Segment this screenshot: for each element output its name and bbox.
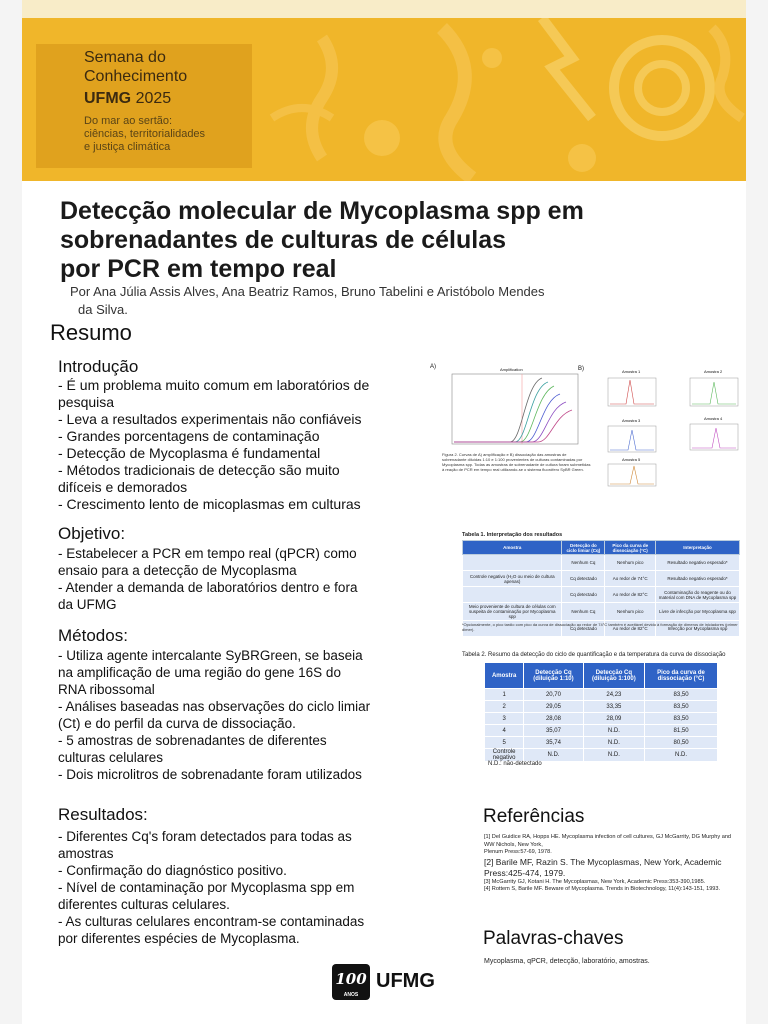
table-cell: Livre de infecção por Mycoplasma spp xyxy=(656,603,740,621)
table-cell: 4 xyxy=(485,725,524,737)
table-cell: Infecção por Mycoplasma spp xyxy=(656,621,740,637)
resultados-item: por diferentes espécies de Mycoplasma. xyxy=(58,931,300,946)
reference-item: [2] Barile MF, Razin S. The Mycoplasmas, New York, Academic Press:425-474, 1979. xyxy=(484,856,722,878)
introducao-item: - Crescimento lento de micoplasmas em culturas xyxy=(58,496,361,512)
event-year: 2025 xyxy=(135,90,172,107)
figure-label-a: A) xyxy=(430,364,436,370)
left-margin xyxy=(0,0,22,1024)
panel-label-1: Amostra 1 xyxy=(622,369,641,374)
referencias-heading: Referências xyxy=(483,806,585,827)
resultados-heading: Resultados: xyxy=(58,805,148,824)
amplification-title: Amplification xyxy=(500,367,523,372)
objetivo-item: ensaio para a detecção de Mycoplasma xyxy=(58,563,297,578)
poster-title xyxy=(60,197,700,284)
table-cell: 29,05 xyxy=(524,701,583,713)
table-cell: N.D. xyxy=(583,725,644,737)
introducao-item: - Métodos tradicionais de detecção são muito xyxy=(58,462,340,478)
introducao-item: - Leva a resultados experimentais não confiáveis xyxy=(58,411,362,427)
table-header-cell: Amostra xyxy=(485,663,524,689)
melt-curve-panels xyxy=(578,366,748,488)
table-cell: Nenhum Cq xyxy=(562,555,605,571)
poster xyxy=(22,0,746,1024)
title-line-1: Detecção molecular de Mycoplasma spp em xyxy=(60,197,584,225)
table-cell: N.D. xyxy=(583,737,644,749)
introducao-item: - Grandes porcentagens de contaminação xyxy=(58,428,320,444)
table-cell: 80,50 xyxy=(645,737,718,749)
resultados-item: - Confirmação do diagnóstico positivo. xyxy=(58,863,287,878)
resultados-item: diferentes culturas celulares. xyxy=(58,897,230,912)
top-strip xyxy=(22,0,746,18)
table-cell: 35,74 xyxy=(524,737,583,749)
table-cell: Controle negativo xyxy=(485,749,524,762)
table-cell: Meio proveniente de cultura de células com suspeita de contaminação por Mycoplasma spp xyxy=(463,603,562,621)
resumo-heading: Resumo xyxy=(50,320,132,345)
introducao-item: difíceis e demorados xyxy=(58,479,188,495)
table-cell: 20,70 xyxy=(524,689,583,701)
table1-row xyxy=(463,555,740,571)
figure-caption: Figura 2. Curvas de A) amplificação e B) dissociação das amostras de sobrenadante diluídas 1:10 e 1:100 provenientes de culturas contaminadas por Mycoplasma spp. Todas as amostras de sobrenadante de cultura foram submetidas à reação de PCR em tempo real utilizando-se o sistema fluorófero SyBR Green. xyxy=(442,452,591,472)
table-cell: 1 xyxy=(485,689,524,701)
table-cell: 33,35 xyxy=(583,701,644,713)
panel-label-4: Amostra 4 xyxy=(704,416,723,421)
resultados-item: - Diferentes Cq's foram detectados para todas as xyxy=(58,829,352,844)
table-cell: Resultado negativo esperado* xyxy=(656,555,740,571)
metodos-list xyxy=(58,647,370,783)
table-cell xyxy=(463,587,562,603)
event-name xyxy=(84,90,171,108)
metodos-item: - 5 amostras de sobrenadantes de diferentes xyxy=(58,733,327,748)
table2-row xyxy=(485,713,718,725)
keywords-text: Mycoplasma, qPCR, detecção, laboratório, amostras. xyxy=(484,958,650,965)
event-title xyxy=(84,48,187,86)
table-cell: Cq detectado xyxy=(562,571,605,587)
table2-row xyxy=(485,701,718,713)
metodos-item: (Ct) e do perfil da curva de dissociação. xyxy=(58,716,296,731)
table-cell xyxy=(463,555,562,571)
table1-row xyxy=(463,603,740,621)
table-cell: 83,50 xyxy=(645,701,718,713)
table2-caption: Tabela 2. Resumo da detecção do ciclo de quantificação e da temperatura da curva de dissociação xyxy=(462,652,726,658)
table-cell: N.D. xyxy=(583,749,644,762)
metodos-item: na amplificação de uma região do gene 16S do xyxy=(58,665,341,680)
table-cell: 35,07 xyxy=(524,725,583,737)
reference-item: [4] Rottem S, Barile MF. Beware of Mycoplasma. Trends in Biotechnology, 11(4):143-151, 1993. xyxy=(484,886,721,892)
authors-line-2: da Silva. xyxy=(78,302,128,317)
reference-item: [3] McGarrity GJ, Kotani H. The Mycoplasmas, New York, Academic Press:353-390,1985. xyxy=(484,878,706,885)
table-cell: Cq detectado xyxy=(562,621,605,637)
ufmg-100-years-mark xyxy=(332,964,370,1000)
table-header-cell: Detecção Cq (diluição 1:100) xyxy=(583,663,644,689)
table-header-cell: Pico da curva de dissociação (°C) xyxy=(645,663,718,689)
metodos-item: - Análises baseadas nas observações do ciclo limiar xyxy=(58,699,371,714)
table-cell: Contaminação do reagente ou do material com DNA de Mycoplasma spp xyxy=(656,587,740,603)
introducao-item: - Detecção de Mycoplasma é fundamental xyxy=(58,445,321,461)
table-cell: 24,23 xyxy=(583,689,644,701)
table2-row xyxy=(485,737,718,749)
table-cell: N.D. xyxy=(524,749,583,762)
logo-mark-label: ANOS xyxy=(343,992,359,998)
event-subtitle xyxy=(84,115,254,154)
authors-line-1: Por Ana Júlia Assis Alves, Ana Beatriz Ramos, Bruno Tabelini e Aristóbolo Mendes xyxy=(70,284,545,299)
table-cell: 83,50 xyxy=(645,689,718,701)
objetivo-list xyxy=(58,545,357,613)
table-header-cell: Pico da curva de dissociação (°C) xyxy=(605,541,656,555)
reference-item: [1] Del Guidice RA, Hopps HE. Mycoplasma infection of cell cultures, GJ McGarrity, DG Murphy and xyxy=(484,834,732,840)
resultados-list xyxy=(58,828,364,947)
table-cell: Nenhum pico xyxy=(605,603,656,621)
resultados-item: - As culturas celulares encontram-se contaminadas xyxy=(58,914,365,929)
references-list xyxy=(484,834,754,894)
table1-caption: Tabela 1. Interpretação dos resultados xyxy=(462,532,563,538)
introducao-list xyxy=(58,377,369,513)
introducao-item: pesquisa xyxy=(58,394,115,410)
table2-row xyxy=(485,689,718,701)
title-line-2: sobrenadantes de culturas de células xyxy=(60,226,506,254)
table-header-cell: Detecção Cq (diluição 1:10) xyxy=(524,663,583,689)
event-ufmg: UFMG xyxy=(84,90,132,107)
table-cell: Ao redor de 82°C xyxy=(605,587,656,603)
table-cell: N.D. xyxy=(645,749,718,762)
table-cell: Nenhum pico xyxy=(605,555,656,571)
metodos-item: RNA ribossomal xyxy=(58,682,155,697)
reference-item: WW Nichols, New York, xyxy=(484,841,543,848)
metodos-item: culturas celulares xyxy=(58,750,164,765)
introducao-heading: Introdução xyxy=(58,357,139,376)
panel-label-5: Amostra 5 xyxy=(622,457,641,462)
introducao-item: - É um problema muito comum em laboratórios de xyxy=(58,377,370,393)
table-cell: Resultado negativo esperado* xyxy=(656,571,740,587)
table1-row xyxy=(463,587,740,603)
table1-note: *Opcionalmente, o pico tardio com pico da curva de dissociação ao redor de 74°C também é aceitável devido à formação de dímeros de iniciadores (primer dimer). xyxy=(462,622,738,632)
table-header-cell: Detecção do ciclo limiar (Cq) xyxy=(562,541,605,555)
table-cell: Ao redor de 74°C xyxy=(605,571,656,587)
table-cell: 3 xyxy=(485,713,524,725)
objetivo-item: - Estabelecer a PCR em tempo real (qPCR) como xyxy=(58,546,357,561)
table-cell: 81,50 xyxy=(645,725,718,737)
metodos-item: - Utiliza agente intercalante SyBRGreen, se baseia xyxy=(58,648,363,663)
table-header-cell: Amostra xyxy=(463,541,562,555)
reference-item: Plenum Press:57-69, 1978. xyxy=(484,849,552,855)
table-header-cell: Interpretação xyxy=(656,541,740,555)
cq-summary-table xyxy=(484,662,718,762)
authors xyxy=(70,283,630,319)
subtitle-line-3: e justiça climática xyxy=(84,141,171,153)
logo-mark-number: 100 xyxy=(335,970,367,988)
objetivo-heading: Objetivo: xyxy=(58,524,126,543)
table-cell: 2 xyxy=(485,701,524,713)
table-cell: 83,50 xyxy=(645,713,718,725)
table-cell: Cq detectado xyxy=(562,587,605,603)
subtitle-line-2: ciências, territorialidades xyxy=(84,128,206,140)
logo-text: UFMG xyxy=(376,970,435,992)
table-cell: 28,09 xyxy=(583,713,644,725)
ufmg-logo xyxy=(332,962,462,1002)
table-cell: Nenhum Cq xyxy=(562,603,605,621)
table-cell: Ao redor de 82°C xyxy=(605,621,656,637)
table2-row xyxy=(485,749,718,762)
table-cell: Controle negativo (H₂O ou meio de cultura apenas) xyxy=(463,571,562,587)
table1-row xyxy=(463,571,740,587)
resultados-item: - Nível de contaminação por Mycoplasma spp em xyxy=(58,880,355,895)
panel-label-2: Amostra 2 xyxy=(704,369,723,374)
event-line-1: Semana do xyxy=(84,49,166,66)
keywords-heading: Palavras-chaves xyxy=(483,928,624,949)
melt-curve-figure xyxy=(578,366,748,488)
metodos-heading: Métodos: xyxy=(58,626,128,645)
title-line-3: por PCR em tempo real xyxy=(60,255,337,283)
table2-note: N.D.: não-detectado xyxy=(488,761,542,767)
panel-label-3: Amostra 3 xyxy=(622,418,641,423)
resultados-item: amostras xyxy=(58,846,114,861)
table2-row xyxy=(485,725,718,737)
event-line-2: Conhecimento xyxy=(84,68,188,85)
table-cell: 5 xyxy=(485,737,524,749)
subtitle-line-1: Do mar ao sertão: xyxy=(84,115,173,127)
metodos-item: - Dois microlitros de sobrenadante foram utilizados xyxy=(58,767,362,782)
table-cell: 28,08 xyxy=(524,713,583,725)
objetivo-item: da UFMG xyxy=(58,597,117,612)
figure-label-b: B) xyxy=(578,366,584,372)
objetivo-item: - Atender a demanda de laboratórios dentro e fora xyxy=(58,580,358,595)
